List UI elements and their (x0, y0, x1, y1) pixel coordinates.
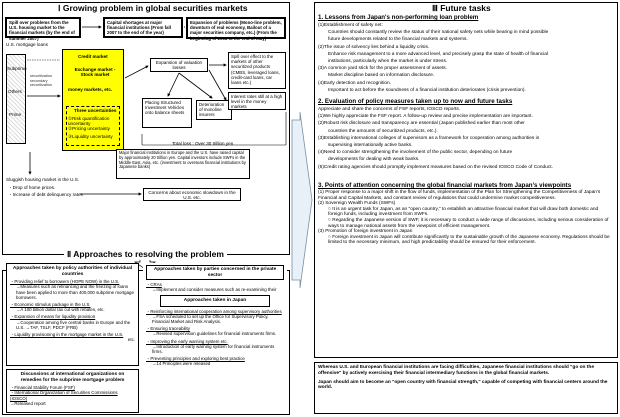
attention-line: (3) Promotion of foreign investment in Japan (318, 229, 413, 235)
section-attention (318, 180, 614, 246)
section-evaluation (318, 96, 614, 171)
private-item-0: ・CRAs →Implement and consider measures such as re-examining their (146, 282, 277, 293)
international-discussions-head: Discussions at international organizations on remedies for the subprime mortgage problem (20, 372, 125, 383)
panel-title-approaches: Ⅱ Approaches to resolving the problem (64, 249, 227, 260)
attention-line: ○ It is an urgent task for Japan, as an "open country," to establish an attractive financial market that will draw both domestic and foreign funds, including investment from SWFs. (328, 206, 599, 218)
lessons-line: (1)Establishment of safety net: (318, 23, 383, 28)
delinquency-label: ・Increase of debt delinquency rates (8, 192, 83, 197)
japan-item-3: ・Preventing principles and exploring best practice →14 Principles were released (146, 356, 245, 367)
lessons-lines (318, 22, 614, 94)
lessons-line: Important to act before the soundness of a financial institution deteriorates (crisis prevention). (328, 87, 526, 93)
credit-market-label: Credit market (78, 54, 108, 59)
auth-item-0: ・Providing relief to borrowers (HOPE NOW) in the U.S. →Measures such as refinancing and the freezing of loans have been applied to more than 400,000 subprime mortgage borrowers. (10, 279, 134, 300)
subprime-label: Subprime (7, 66, 27, 71)
evaluation-line: (5)Credit rating agencies should promptly implement measures based on the revised IOSCO Code of Conduct. (318, 164, 553, 170)
evaluation-line: (2)Robust risk disclosure and transparency are essential (Japan published earlier than most other (318, 121, 525, 127)
expansion-problems-box: Expansion of problems (Mono-line problem, downturn of real economy, Bailout of a major securities company, etc.) (From the beginning of 2008 to the end of May) (186, 17, 286, 39)
japan-item-2: ・Improving the early warning system etc. →Introduction of early warning system for financial instruments firms. (146, 338, 275, 355)
auth-item-1: ・Economic stimulus package in the U.S. →A 100 billion dollar tax cut with rebates, etc. (10, 302, 105, 313)
total-loss-label: Total loss : Over 30 trillion yen (172, 141, 234, 146)
money-market-label: money markets, etc. (68, 87, 113, 92)
auth-item-2: ・Expansion of means for liquidity provision →Cooperation among five central banks in Europe and the U.S. →TAF, TSLF, PDCF (FRB) (10, 314, 131, 330)
evaluation-heading: 2. Evaluation of policy measures taken up to now and future tasks (318, 98, 513, 105)
drop-home-label: ・Drop of home prices. (8, 185, 56, 190)
interest-rates-box: Interest rates still at a high level in the money markets (228, 92, 286, 110)
conclusion-1: Whereas U.S. and European financial institutions are facing difficulties, Japanese financial institutions should "go on the offensive" by actively exercising their financial intermediary functions in the global financial markets. (318, 365, 595, 376)
private-sector-head: Approaches taken by parties concerned in the private sector (146, 265, 284, 280)
conclusion-2: Japan should aim to become an "open country with financial strength," capable of competing with financial centers around the world. (318, 379, 608, 391)
japan-item-0: ・Reinforcing international cooperation among supervisory authorities →FSA scheduled to set up the Office for Supervisory Policy, Financial Market and Risk Analysis. (146, 308, 282, 324)
authority-approaches-box (6, 263, 139, 366)
authority-approaches-head: Approaches taken by policy authorities of individual countries (12, 266, 133, 277)
lessons-heading: 1. Lessons from Japan's non-performing loan problem (318, 14, 479, 21)
lessons-line: Enhance risk management to a more advanced level, and precisely grasp the state of health of financial (328, 51, 548, 57)
attention-heading: 3. Points of attention concerning the global financial markets from Japan’s viewpoints (318, 182, 572, 189)
exchange-market-label: Exchange market - Stock market (74, 67, 116, 78)
intl-item-1: ・International Organization of Securities Commissions (IOSCO) →Released report (10, 390, 118, 406)
major-institutions-box: Major financial institutions in Europe and the U.S. have raised capital by approximately 20 trillion yen. Capital investors include SWFs in the Middle East, Asia, etc. (investment to overseas financial institutions by Japanese banks) (116, 149, 250, 179)
evaluation-line: (3)Establishing international colleges of supervisors as a framework for cooperation among authorities in (318, 135, 540, 141)
valuation-losses-box: Expansion of valuation losses (150, 58, 208, 72)
japan-item-1: ・Ensuring traceability →Revised supervision guidelines for financial instruments firms. (146, 326, 277, 337)
evaluation-line: (1)We highly appreciate the FSF report. A follow-up review and precise implementation are important. (318, 114, 533, 120)
panel-title-growing-problem: Ⅰ Growing problem in global securities markets (58, 3, 248, 13)
uncertainty-3: ③Liquidity uncertainty (68, 134, 113, 139)
others-label: Others (8, 89, 22, 94)
attention-line: ○ Regarding the Japanese version of SWF, it is necessary to conduct a wide range of discussions, including serious consideration of ways to manage national assets from the viewpoint of efficient management. (328, 217, 609, 229)
prime-label: Prime (9, 112, 21, 117)
section-lessons (318, 12, 614, 94)
intl-item-0: ・Financial Stability Forum (FSF) (10, 385, 75, 391)
spill-other-box: Spill over effect to the markets of other securitized products (CMBS, leveraged loans, credit-card loans, car loans etc.) (228, 52, 286, 89)
evaluation-line: supervising internationally active banks. (328, 143, 413, 149)
evaluation-line: developments for dealing with weak banks. (328, 157, 420, 163)
securitization-label: securitization secondary securitization (30, 74, 53, 88)
lessons-line: (4)Early detection and recognition. (318, 80, 392, 86)
mortgage-label: U.S. mortgage loans (6, 42, 48, 47)
uncertainty-1: ①Risk quantification uncertainty (68, 116, 110, 127)
japan-approaches-box (143, 293, 287, 413)
spill-over-box: Spill over problems from the U.S. housing market to the financial markets (by the end of summer 2007) (5, 17, 81, 38)
japan-approaches-head: Approaches taken in Japan (160, 295, 270, 307)
lessons-line: future developments related to the financial markets and systems. (328, 37, 468, 43)
evaluation-line: Appreciate and share the concerns of FSF reports, IOSCO reports. (318, 107, 461, 112)
evaluation-lines (318, 106, 614, 171)
placing-svs-box: Placing Structured Investment Vehicles onto balance sheets (142, 98, 192, 128)
auth-item-3: ・Liquidity provisioning in the mortgage market in the U.S. etc. (10, 332, 135, 343)
deterioration-box: Deterioration of monoline insurers (196, 100, 232, 120)
evaluation-line: countries the amounts of securitized products, etc.). (328, 128, 438, 134)
international-discussions-box (6, 369, 139, 413)
attention-line: (1) Proper response to a major shift in the flow of funds, implementation of the Plan for Strengthening the Competitiveness of Japan's Financial and Capital Markets, and constant review of regulations that could undermine market competitiveness. (318, 190, 601, 201)
concerns-box: Concerns about economic slowdown in the U.S. etc. (143, 188, 241, 201)
uncertainty-2: ②Pricing uncertainty (68, 126, 110, 131)
uncertainties-title: Three uncertainties (74, 108, 117, 113)
panel-title-future-tasks: Ⅲ Future tasks (432, 3, 491, 13)
private-sector-box (143, 263, 287, 291)
sluggish-label: Sluggish housing market in the U.S. (6, 177, 80, 182)
attention-lines (318, 190, 614, 246)
conclusion-box (314, 362, 618, 414)
capital-shortage-box: Capital shortages at major financial institutions (From fall 2007 to the end of the year) (103, 17, 183, 38)
evaluation-line: (4)Need to consider strengthening the involvement of the public sector, depending on future (318, 150, 513, 156)
attention-line: ○ Foreign investment in Japan will contribute significantly to the sustainable growth of the Japanese economy. Regulations should be limited to the necessary minimum, and high predictability should be ensured for their enforcement. (328, 234, 610, 246)
lessons-line: (3)A common yard stick for the proper assessment of assets. (318, 66, 448, 72)
lessons-line: (2)The issue of solvency lies behind a liquidity crisis. (318, 44, 430, 50)
lessons-line: Countries should constantly review the status of their national safety nets while bearing in mind possible (328, 30, 549, 36)
attention-line: (2) Sovereign Wealth Funds (SWFs) (318, 201, 396, 207)
lessons-line: institutions, particularly when the market is under stress. (328, 59, 448, 65)
lessons-line: Market discipline based on information disclosure. (328, 73, 435, 79)
